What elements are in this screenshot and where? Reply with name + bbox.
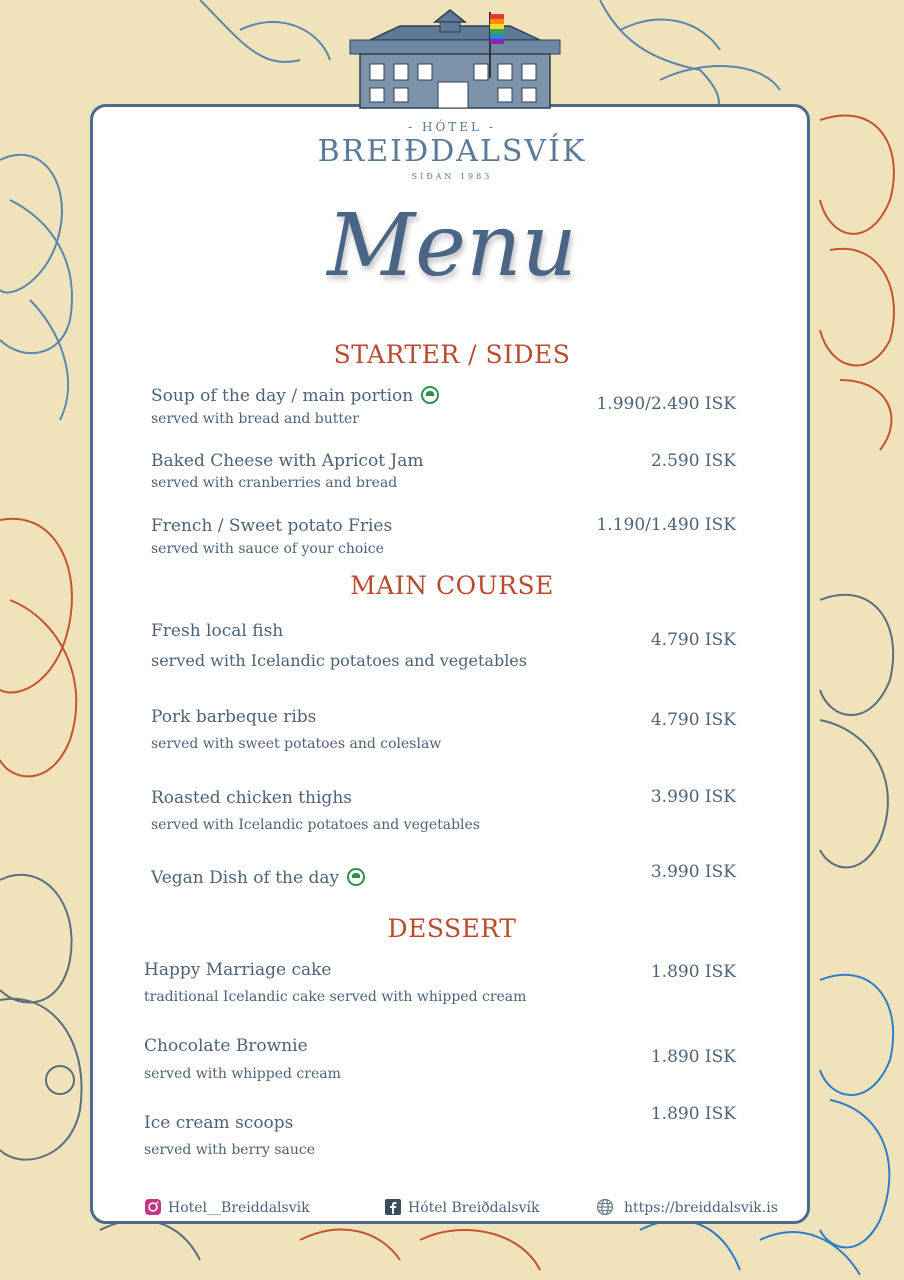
item-desc: served with cranberries and bread (151, 475, 398, 491)
item-price: 1.190/1.490 ISK (596, 515, 736, 535)
item-name: French / Sweet potato Fries (151, 516, 393, 536)
item-desc: served with Icelandic potatoes and vegetables (151, 817, 480, 833)
facebook-name: Hótel Breiðdalsvík (408, 1200, 540, 1216)
item-name: Roasted chicken thighs (151, 788, 352, 808)
item-price: 3.990 ISK (650, 862, 736, 882)
item-price: 3.990 ISK (650, 787, 736, 807)
instagram-icon (144, 1198, 162, 1216)
item-name: Baked Cheese with Apricot Jam (151, 451, 424, 471)
hotel-house-illustration (340, 8, 570, 110)
brand-top-label: - HÓTEL - (408, 120, 496, 134)
item-name: Soup of the day / main portion (151, 386, 439, 406)
section-title-dessert: DESSERT (387, 914, 517, 943)
item-desc: served with bread and butter (151, 411, 360, 427)
footer-facebook[interactable] (384, 1198, 540, 1220)
item-name: Fresh local fish (151, 621, 284, 641)
item-desc: served with sweet potatoes and coleslaw (151, 736, 442, 752)
item-name: Vegan Dish of the day (151, 868, 365, 888)
vegan-icon (347, 868, 365, 886)
item-price: 1.890 ISK (650, 962, 736, 982)
facebook-icon (384, 1198, 402, 1216)
item-price: 1.890 ISK (650, 1104, 736, 1124)
item-name: Ice cream scoops (144, 1113, 294, 1133)
item-desc: served with berry sauce (144, 1142, 315, 1158)
item-desc: served with Icelandic potatoes and vegetables (151, 651, 527, 670)
item-price: 4.790 ISK (650, 630, 736, 650)
item-desc: served with whipped cream (144, 1066, 341, 1082)
item-price: 2.590 ISK (650, 451, 736, 471)
section-title-starters: STARTER / SIDES (333, 340, 571, 369)
vegan-icon (421, 386, 439, 404)
globe-icon (596, 1198, 614, 1216)
footer-website[interactable] (596, 1198, 778, 1220)
item-price: 4.790 ISK (650, 710, 736, 730)
item-name: Pork barbeque ribs (151, 707, 317, 727)
item-desc: served with sauce of your choice (151, 541, 384, 557)
item-price: 1.990/2.490 ISK (596, 394, 736, 414)
item-price: 1.890 ISK (650, 1047, 736, 1067)
website-url: https://breiddalsvik.is (624, 1200, 778, 1216)
brand-since: SÍÐAN 1983 (411, 172, 493, 181)
instagram-handle: Hotel__Breiddalsvik (168, 1200, 310, 1216)
section-title-main: MAIN COURSE (350, 571, 554, 600)
brand-name: BREIÐDALSVÍK (317, 134, 587, 169)
menu-title: Menu (327, 196, 577, 296)
item-desc: traditional Icelandic cake served with whipped cream (144, 989, 527, 1005)
item-name: Happy Marriage cake (144, 960, 332, 980)
item-name: Chocolate Brownie (144, 1036, 308, 1056)
footer-instagram[interactable] (144, 1198, 310, 1220)
